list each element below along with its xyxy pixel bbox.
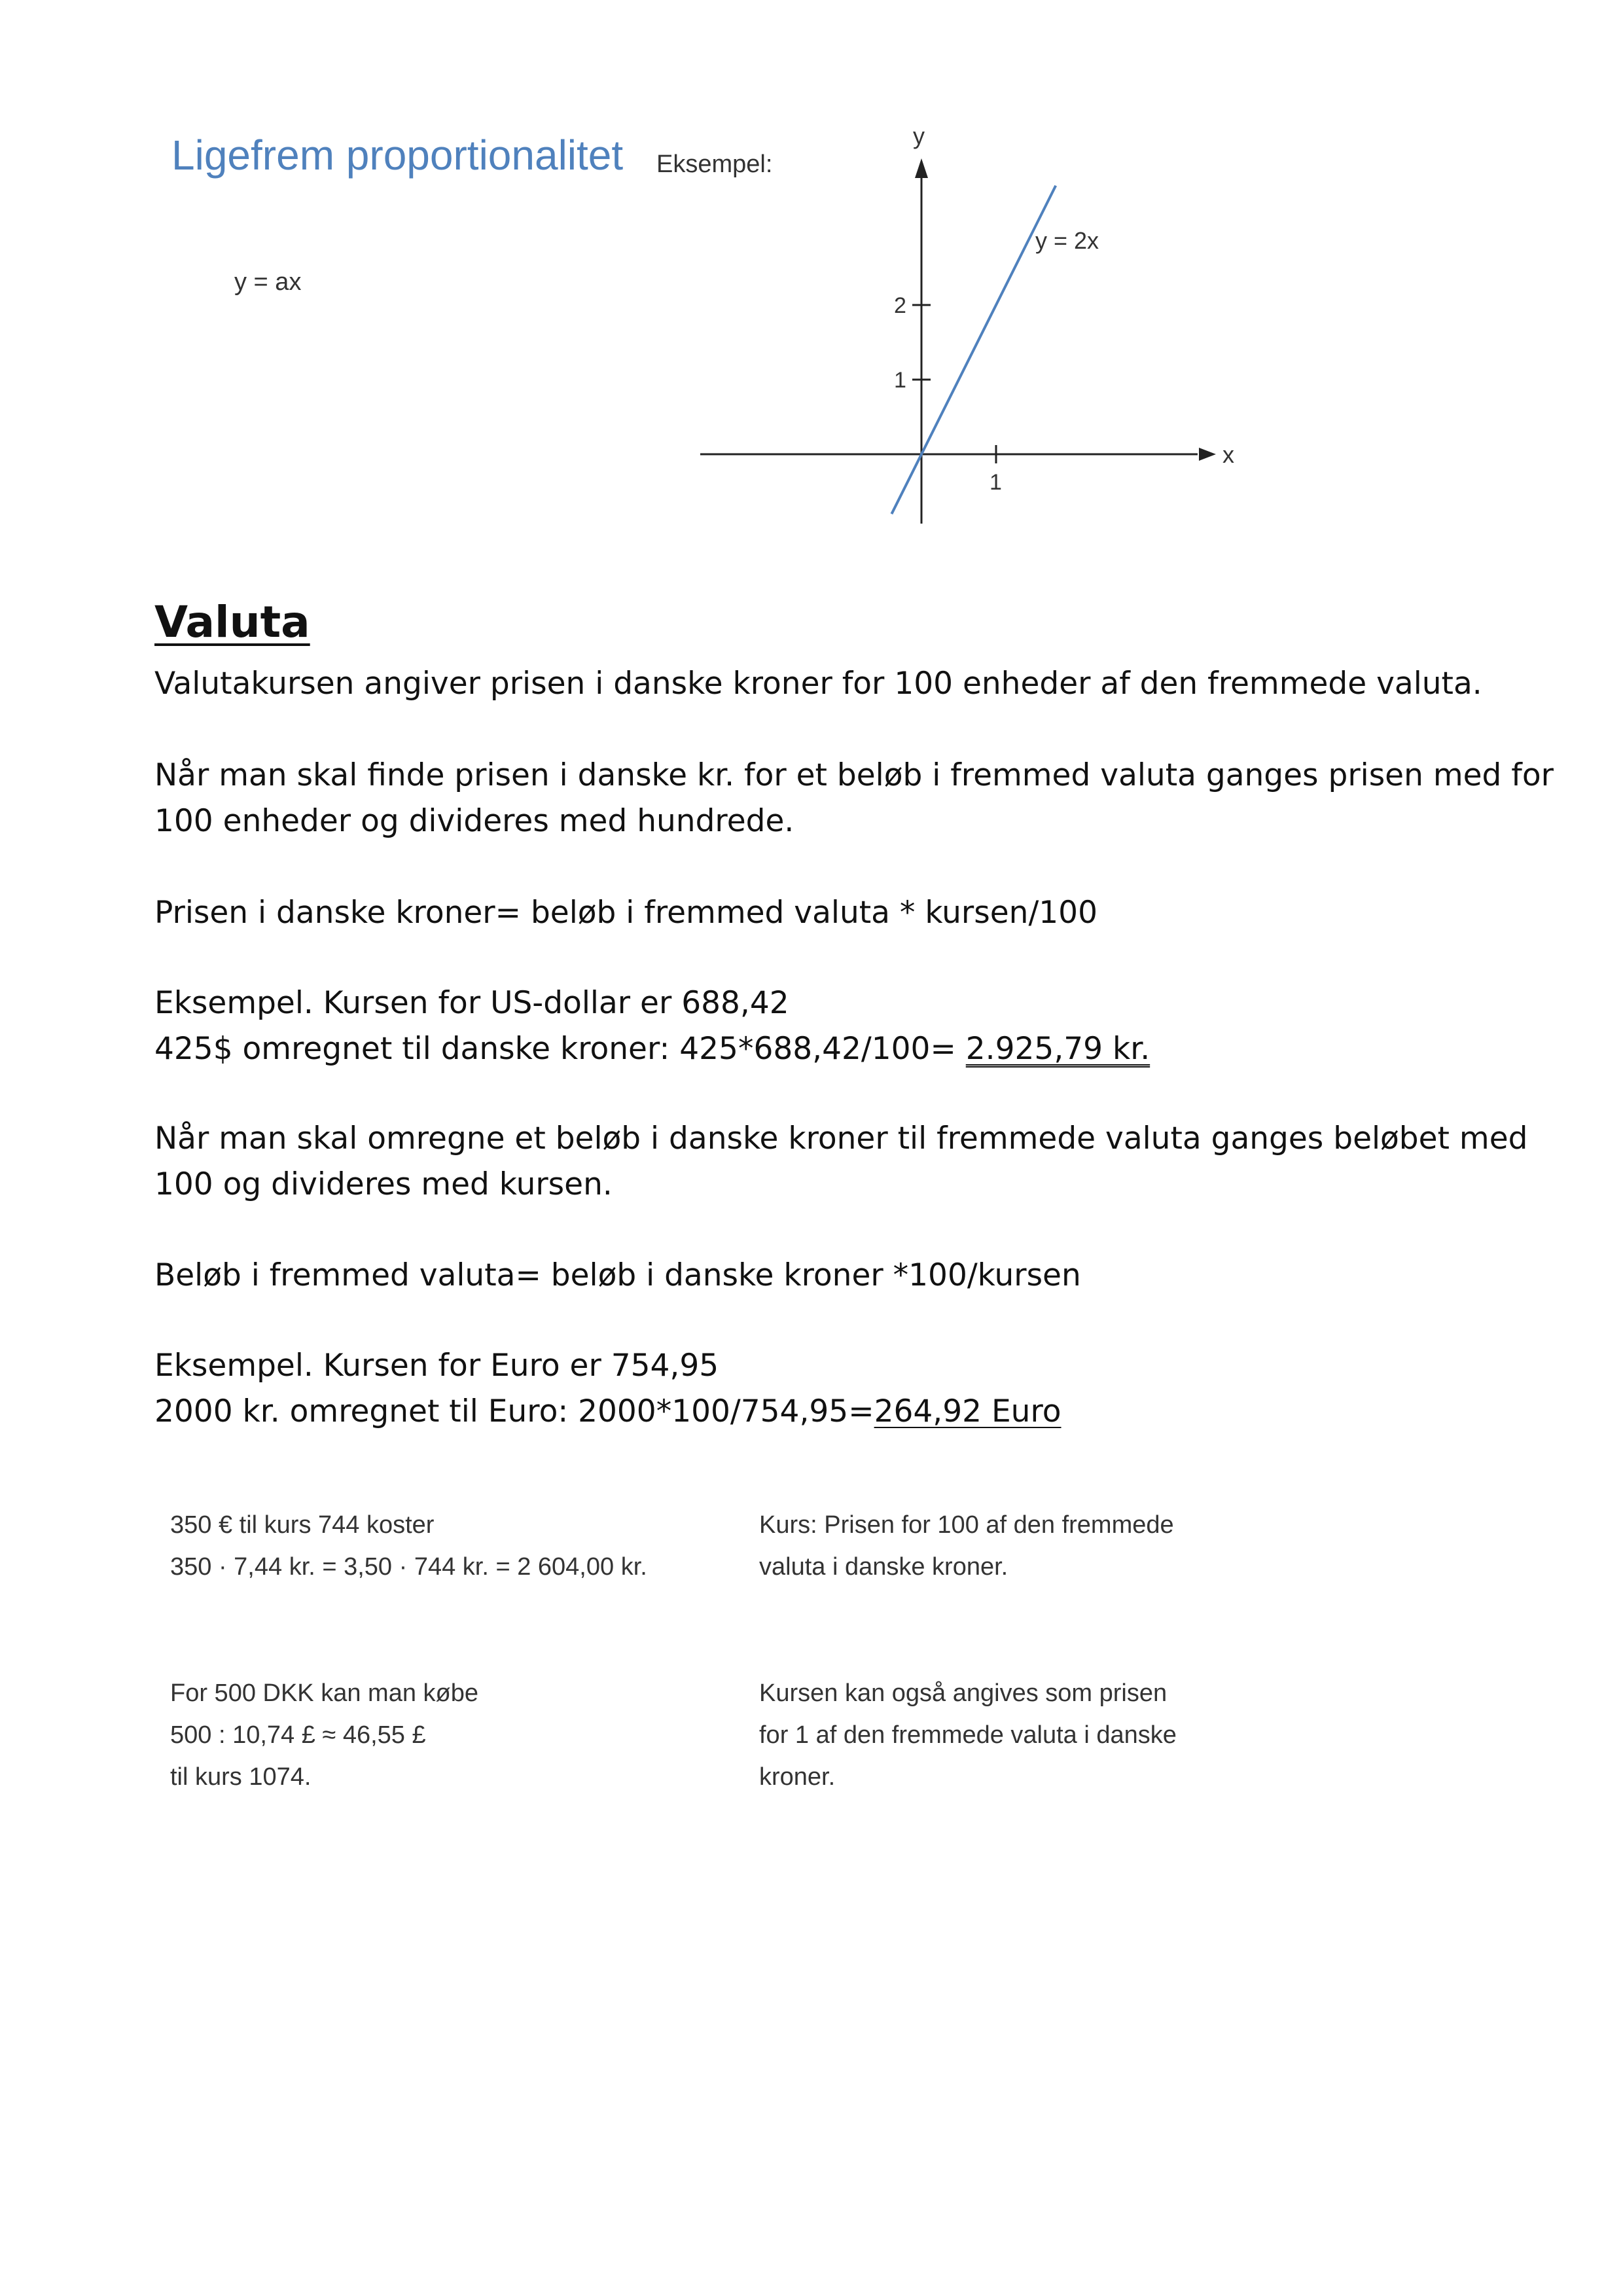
box-example-dkk-to-gbp — [170, 1672, 478, 1798]
section-heading: Valuta — [154, 597, 310, 647]
conversion-to-foreign-paragraph: Når man skal omregne et beløb i danske kroner til fremmede valuta ganges beløbet med 100 og divideres med kursen. — [154, 1121, 1528, 1202]
y-axis-arrow — [915, 158, 928, 178]
conversion-to-dkk-paragraph: Når man skal finde prisen i danske kr. for et beløb i fremmed valuta ganges prisen med for 100 enheder og divideres med hundrede. — [154, 757, 1554, 839]
example-euro — [154, 1343, 1594, 1435]
proportionality-graph — [687, 118, 1243, 550]
example-usd-line1: Eksempel. Kursen for US-dollar er 688,42 — [154, 985, 789, 1021]
x-tick-label: 1 — [990, 470, 1002, 495]
example-euro-line2 — [154, 1389, 1594, 1435]
box4-line: kroner. — [759, 1763, 836, 1791]
x-axis-label: x — [1222, 441, 1234, 468]
general-formula: y = ax — [234, 268, 302, 296]
example-label: Eksempel: — [656, 151, 773, 178]
y-axis-label: y — [913, 122, 925, 149]
box-example-euro-cost — [170, 1504, 647, 1588]
example-euro-result: 264,92 Euro — [874, 1393, 1061, 1429]
box1-line: 350 · 7,44 kr. = 3,50 · 744 kr. = 2 604,00 kr. — [170, 1553, 647, 1581]
example-usd-line2 — [154, 1026, 1594, 1072]
example-euro-calculation: 2000 kr. omregnet til Euro: 2000*100/754,95= — [154, 1393, 874, 1429]
x-axis-arrow — [1199, 448, 1216, 461]
example-usd — [154, 980, 1594, 1072]
y-tick-label-1: 1 — [894, 368, 906, 393]
topic-title: Ligefrem proportionalitet — [171, 132, 624, 179]
box2-line: valuta i danske kroner. — [759, 1553, 1008, 1581]
line-label: y = 2x — [1035, 227, 1099, 254]
definition-paragraph: Valutakursen angiver prisen i danske kroner for 100 enheder af den fremmede valuta. — [154, 666, 1482, 702]
box-kurs-alternative — [759, 1672, 1177, 1798]
line-y-2x — [891, 186, 1056, 514]
formula-dkk: Prisen i danske kroner= beløb i fremmed valuta * kursen/100 — [154, 895, 1097, 931]
box2-line: Kurs: Prisen for 100 af den fremmede — [759, 1511, 1174, 1539]
box3-line: til kurs 1074. — [170, 1763, 312, 1791]
box1-line: 350 € til kurs 744 koster — [170, 1511, 435, 1539]
box4-line: Kursen kan også angives som prisen — [759, 1679, 1168, 1707]
y-tick-label-2: 2 — [894, 293, 906, 318]
example-usd-result: 2.925,79 kr. — [965, 1031, 1150, 1067]
example-euro-line1: Eksempel. Kursen for Euro er 754,95 — [154, 1348, 719, 1384]
box3-line: 500 : 10,74 £ ≈ 46,55 £ — [170, 1721, 426, 1749]
box3-line: For 500 DKK kan man købe — [170, 1679, 478, 1707]
example-usd-calculation: 425$ omregnet til danske kroner: 425*688,42/100= — [154, 1031, 966, 1067]
box4-line: for 1 af den fremmede valuta i danske — [759, 1721, 1177, 1749]
formula-foreign: Beløb i fremmed valuta= beløb i danske kroner *100/kursen — [154, 1257, 1081, 1293]
box-kurs-definition — [759, 1504, 1174, 1588]
